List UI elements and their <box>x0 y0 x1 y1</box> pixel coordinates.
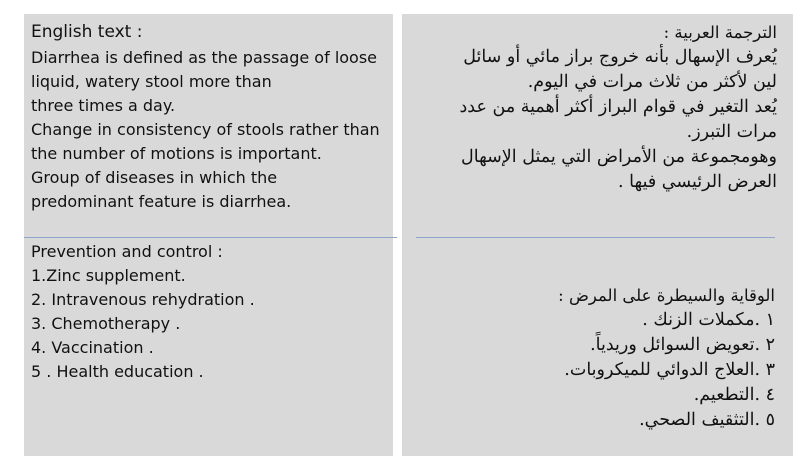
english-definition-line: Diarrhea is defined as the passage of loose <box>31 48 378 67</box>
english-definition-line: the number of motions is important. <box>31 144 322 163</box>
english-prevention-item: 2. Intravenous rehydration . <box>31 290 255 309</box>
english-definition-line: Change in consistency of stools rather than <box>31 120 380 139</box>
arabic-divider <box>416 237 775 238</box>
arabic-definition-line: لين لأكثر من ثلاث مرات في اليوم. <box>527 72 777 92</box>
english-definition-line: Group of diseases in which the <box>31 168 278 187</box>
arabic-prevention-item: ١ .مكملات الزنك . <box>642 310 775 330</box>
arabic-panel <box>402 14 793 456</box>
english-definition-block <box>31 20 386 214</box>
arabic-prevention-block <box>558 283 775 433</box>
english-divider <box>24 237 397 238</box>
english-prevention-item: 1.Zinc supplement. <box>31 266 186 285</box>
english-prevention-heading: Prevention and control : <box>31 242 223 261</box>
arabic-definition-line: العرض الرئيسي فيها . <box>618 172 777 192</box>
english-definition-line: three times a day. <box>31 96 176 115</box>
arabic-prevention-item: ٤ .التطعيم. <box>693 385 775 405</box>
english-prevention-item: 3. Chemotherapy . <box>31 314 181 333</box>
english-definition-line: predominant feature is diarrhea. <box>31 192 292 211</box>
english-heading: English text : <box>31 22 143 42</box>
english-prevention-item: 5 . Health education . <box>31 362 204 381</box>
english-prevention-block <box>31 240 255 384</box>
arabic-definition-line: وهومجموعة من الأمراض التي يمثل الإسهال <box>461 147 777 167</box>
arabic-prevention-heading: الوقاية والسيطرة على المرض : <box>558 286 775 305</box>
arabic-definition-line: يُعد التغير في قوام البراز أكثر أهمية من عدد <box>459 97 777 117</box>
english-panel <box>24 14 393 456</box>
english-definition-line: liquid, watery stool more than <box>31 72 272 91</box>
arabic-prevention-item: ٢ .تعويض السوائل وريدياً. <box>590 335 775 355</box>
arabic-prevention-item: ٣ .العلاج الدوائي للميكروبات. <box>564 360 775 380</box>
arabic-definition-line: مرات التبرز. <box>686 122 777 142</box>
arabic-definition-block <box>460 20 777 195</box>
arabic-heading: الترجمة العربية : <box>663 23 777 42</box>
arabic-definition-line: يُعرف الإسهال بأنه خروج براز مائي أو سائل <box>463 47 777 67</box>
arabic-prevention-item: ٥ .التثقيف الصحي. <box>639 410 775 430</box>
english-prevention-item: 4. Vaccination . <box>31 338 154 357</box>
